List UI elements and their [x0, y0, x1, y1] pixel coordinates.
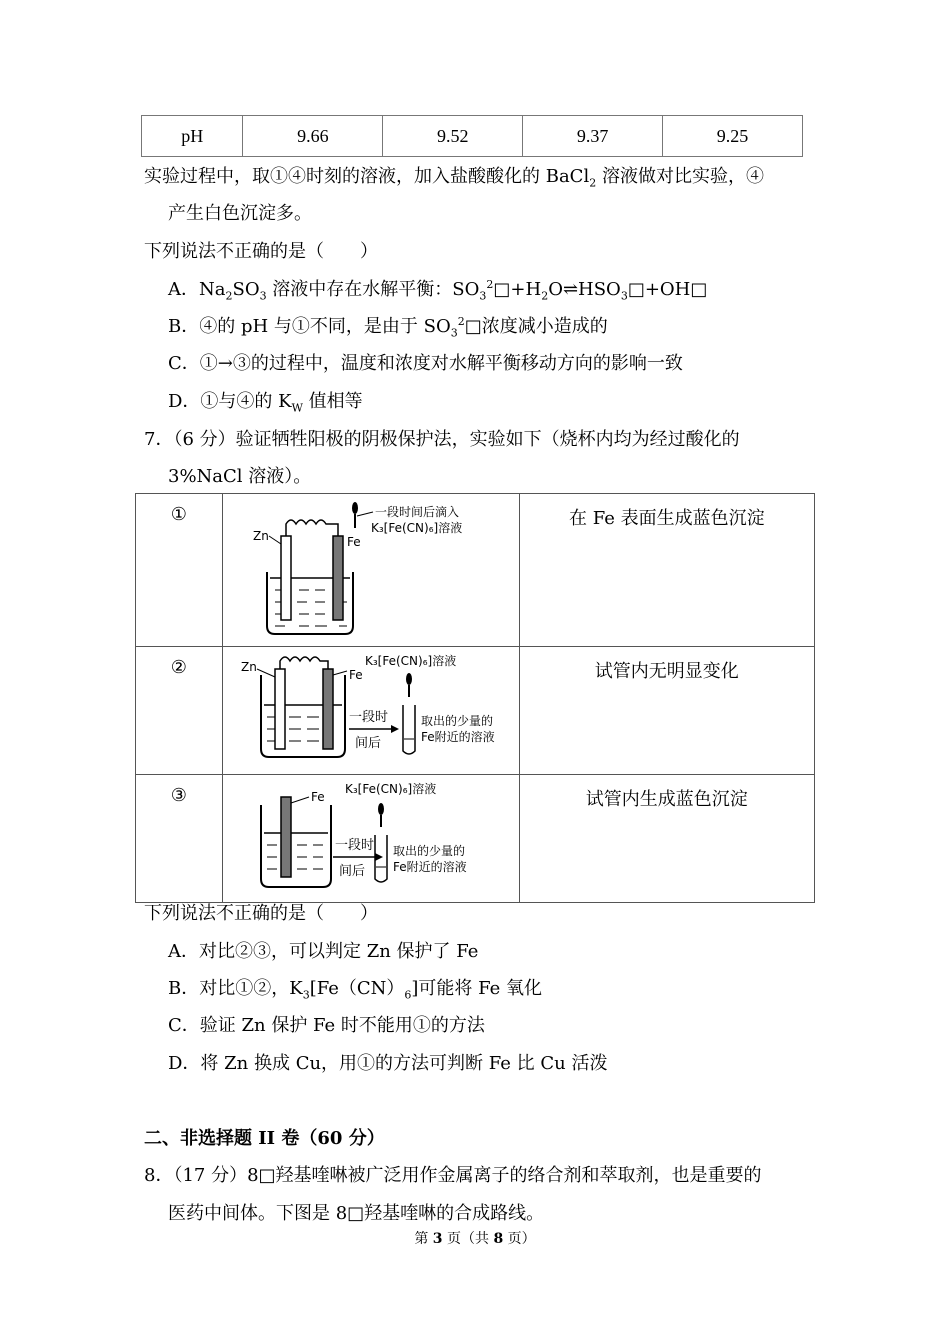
zn-label: Zn [252, 529, 269, 543]
figure-annotation: K₃[Fe(CN)₆]溶液 [344, 782, 436, 796]
q6-option-b: B．④的 pH 与①不同，是由于 $SO_3^2□$浓度减小造成的 [168, 315, 608, 340]
q7-stem-line1: 7．（6 分）验证牺牲阳极的阴极保护法，实验如下（烧杯内均为经过酸化的 [144, 429, 740, 450]
figure-annotation: K₃[Fe(CN)₆]溶液 [370, 521, 462, 535]
figure-annotation: 一段时 [348, 710, 388, 725]
ph-value: 9.25 [663, 116, 803, 157]
page-footer: 第 3 页（共 8 页） [414, 1231, 536, 1247]
ph-value: 9.66 [243, 116, 383, 157]
figure-annotation: Fe附近的溶液 [420, 730, 495, 744]
figure-annotation: 间后 [338, 864, 365, 879]
row-number: ③ [136, 775, 223, 903]
zn-label: Zn [240, 660, 257, 674]
row-number: ① [136, 494, 223, 647]
ph-value: 9.52 [383, 116, 523, 157]
q8-line1: 8．（17 分）8□羟基喹啉被广泛用作金属离子的络合剂和萃取剂，也是重要的 [144, 1165, 762, 1186]
figure-annotation: 一段时 [334, 838, 374, 853]
fe-label: Fe [348, 668, 363, 682]
q7-stem-line2: 3%NaCl 溶液）。 [168, 466, 312, 487]
q7-option-d: D．将 Zn 换成 Cu，用①的方法可判断 Fe 比 Cu 活泼 [168, 1053, 608, 1074]
q7-option-b: B．对比①②，$K_3[Fe(CN)_6]$可能将 Fe 氧化 [168, 978, 543, 1002]
q6-option-c: C．①→③的过程中，温度和浓度对水解平衡移动方向的影响一致 [168, 353, 683, 374]
figure-annotation: K₃[Fe(CN)₆]溶液 [364, 654, 456, 668]
experiment-figure-1 [222, 494, 519, 647]
ph-table [141, 115, 803, 157]
experiment-result: 试管内生成蓝色沉淀 [519, 775, 814, 903]
table-row [136, 494, 815, 647]
q6-intro-line2: 产生白色沉淀多。 [168, 203, 312, 224]
ph-label: pH [142, 116, 243, 157]
figure-annotation: Fe附近的溶液 [392, 860, 467, 874]
q8-line2: 医药中间体。下图是 8□羟基喹啉的合成路线。 [168, 1203, 545, 1224]
q7-prompt: 下列说法不正确的是（ ） [144, 903, 378, 924]
figure-annotation: 一段时间后滴入 [374, 505, 459, 519]
experiment-figure-2 [222, 647, 519, 775]
section-title: 二、非选择题 II 卷（60 分） [144, 1128, 385, 1149]
experiment-result: 试管内无明显变化 [519, 647, 814, 775]
experiment-figure-3 [222, 775, 519, 903]
figure-annotation: 取出的少量的 [420, 714, 493, 728]
table-row [136, 647, 815, 775]
q6-option-a: A．$Na_2SO_3$ 溶液中存在水解平衡：$SO_3^2□+H_2O\rightleftharpoons HSO_3□+OH□$ [168, 278, 708, 303]
experiment-table [135, 493, 815, 903]
q7-option-a: A．对比②③，可以判定 Zn 保护了 Fe [168, 941, 479, 962]
q6-prompt: 下列说法不正确的是（ ） [144, 241, 378, 262]
fe-label: Fe [346, 535, 361, 549]
q6-intro-line1: 实验过程中，取①④时刻的溶液，加入盐酸酸化的 BaCl$_2$ 溶液做对比实验，④ [144, 166, 764, 190]
table-row [136, 775, 815, 903]
figure-annotation: 取出的少量的 [392, 844, 465, 858]
row-number: ② [136, 647, 223, 775]
fe-label: Fe [310, 790, 325, 804]
figure-annotation: 间后 [354, 736, 381, 751]
ph-value: 9.37 [523, 116, 663, 157]
q7-option-c: C．验证 Zn 保护 Fe 时不能用①的方法 [168, 1015, 485, 1036]
q6-option-d: D．①与④的 $K_W$ 值相等 [168, 391, 363, 415]
experiment-result: 在 Fe 表面生成蓝色沉淀 [519, 494, 814, 647]
